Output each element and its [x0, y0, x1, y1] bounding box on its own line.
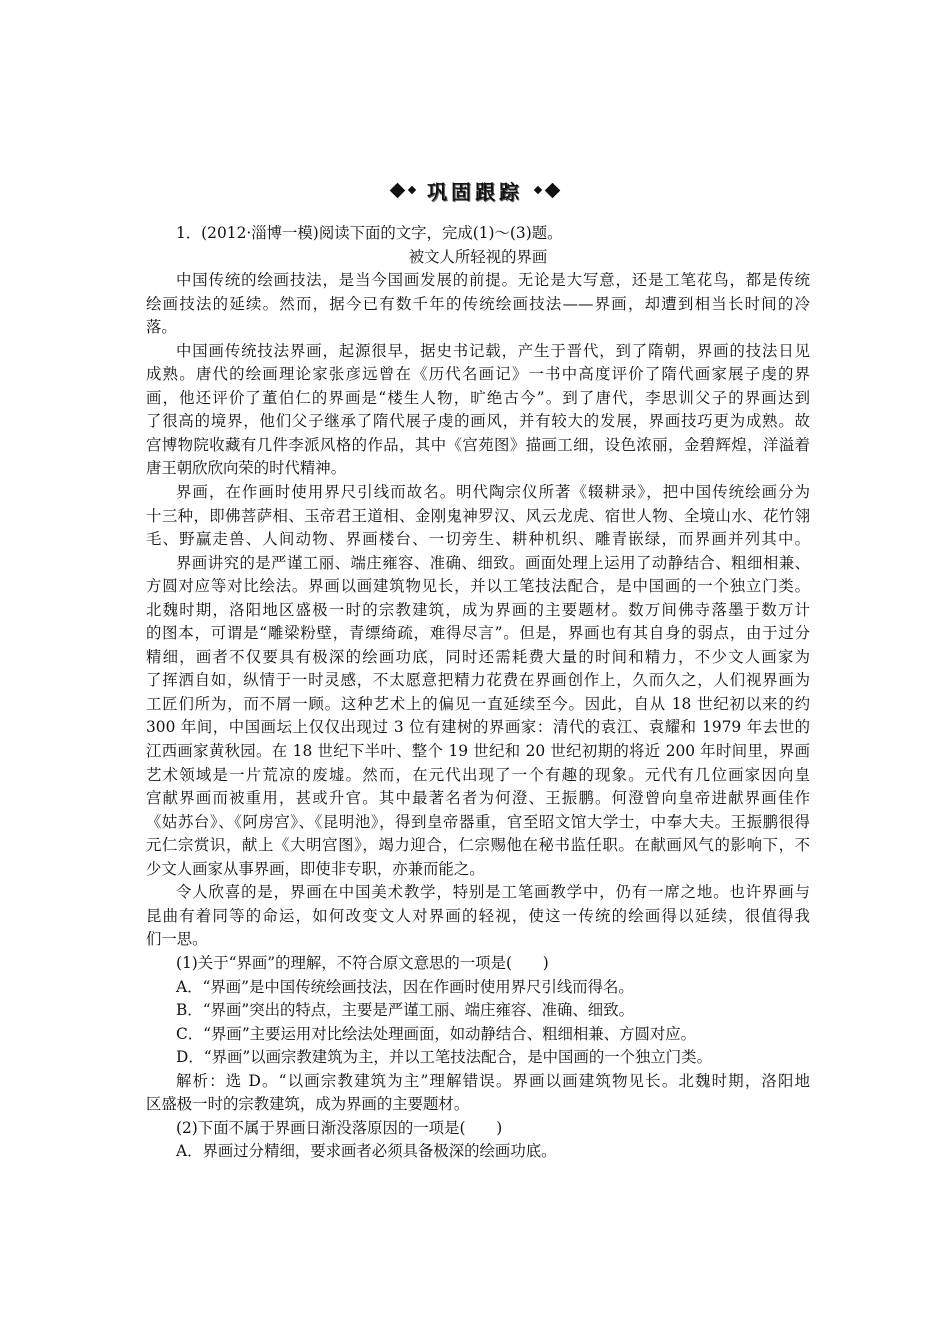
text-line: 方圆对应等对比绘法。界画以画建筑物见长，并以工笔技法配合，是中国画的一个独立门类。: [146, 577, 810, 596]
text-line: 工匠们所为，而不屑一顾。这种艺术上的偏见一直延续至今。因此，自从 18 世纪初以来的约: [146, 694, 810, 713]
text-line: 北魏时期，洛阳地区盛极一时的宗教建筑，成为界画的主要题材。数万间佛寺落墨于数万计: [146, 600, 810, 619]
text-line: 中国画传统技法界画，起源很早，据史书记载，产生于晋代，到了隋朝，界画的技法日见: [176, 341, 810, 360]
text-line: 们一思。: [146, 930, 208, 949]
text-line: 《姑苏台》、《阿房宫》、《昆明池》，得到皇帝器重，官至昭文馆大学士，中奉大夫。王振鹏很得: [146, 812, 810, 831]
text-line: 宫博物院收藏有几件李派风格的作品，其中《宫苑图》描画工细，设色浓丽，金碧辉煌，洋溢着: [146, 435, 810, 454]
diamond-ornament-icon: [390, 182, 406, 198]
text-line: 令人欣喜的是，界画在中国美术教学，特别是工笔画教学中，仍有一席之地。也许界画与: [176, 883, 810, 902]
text-line: 绘画技法的延续。然而，据今已有数千年的传统绘画技法——界画，却遭到相当长时间的冷: [146, 294, 810, 313]
text-line: 少文人画家从事界画，即使非专职，亦兼而能之。: [146, 859, 485, 878]
text-line: 的图本，可谓是“雕梁粉壁，青缥绮疏，难得尽言”。但是，界画也有其自身的弱点，由于过分: [146, 624, 810, 643]
text-line: A．“界画”是中国传统绘画技法，因在作画时使用界尺引线而得名。: [176, 977, 634, 996]
text-line: B．“界画”突出的特点，主要是严谨工丽、端庄雍容、准确、细致。: [176, 1001, 634, 1020]
text-line: 艺术领域是一片荒凉的废墟。然而，在元代出现了一个有趣的现象。元代有几位画家因向皇: [146, 765, 810, 784]
banner-title: 巩固跟踪: [427, 179, 523, 204]
text-line: 区盛极一时的宗教建筑，成为界画的主要题材。: [146, 1095, 470, 1114]
text-line: 1．(2012·淄博一模)阅读下面的文字，完成(1)～(3)题。: [176, 224, 563, 242]
text-line: (2)下面不属于界画日渐没落原因的一项是( ): [176, 1118, 503, 1137]
text-line: 精细，画者不仅要具有极深的绘画功底，同时还需耗费大量的时间和精力，不少文人画家为: [146, 647, 810, 666]
text-line: 元仁宗赏识，献上《大明宫图》，竭力迎合，仁宗赐他在秘书监任职。在献画风气的影响下，不: [146, 836, 810, 855]
text-line: D．“界画”以画宗教建筑为主，并以工笔技法配合，是中国画的一个独立门类。: [176, 1048, 712, 1067]
document-body: [146, 222, 810, 1164]
text-line: 唐王朝欣欣向荣的时代精神。: [146, 459, 347, 478]
text-line: 十三种，即佛菩萨相、玉帝君王道相、金刚鬼神罗汉、风云龙虎、宿世人物、全境山水、花竹翎: [146, 506, 810, 525]
text-line: 画，他还评价了董伯仁的界画是“楼生人物，旷绝古今”。到了唐代，李思训父子的界画达到: [146, 388, 810, 407]
diamond-ornament-icon: [545, 182, 561, 198]
text-line: 被文人所轻视的界画: [408, 247, 548, 266]
text-line: C．“界画”主要运用对比绘法处理画面，如动静结合、粗细相兼、方圆对应。: [176, 1024, 697, 1043]
small-diamond-ornament-icon: [534, 186, 542, 194]
text-line: A．界画过分精细，要求画者必须具备极深的绘画功底。: [176, 1142, 557, 1161]
text-line: 了很高的境界，他们父子继承了隋代展子虔的画风，并有较大的发展，界画技巧更为成熟。故: [146, 412, 810, 431]
text-line: 昆曲有着同等的命运，如何改变文人对界画的轻视，使这一传统的绘画得以延续，很值得我: [146, 906, 810, 925]
text-line: 成熟。唐代的绘画理论家张彦远曾在《历代名画记》一书中高度评价了隋代画家展子虔的界: [146, 365, 810, 384]
text-line: 界画讲究的是严谨工丽、端庄雍容、准确、细致。画面处理上运用了动静结合、粗细相兼、: [176, 553, 810, 572]
text-line: 了挥洒自如，纵情于一时灵感，不太愿意把精力花费在界画创作上，久而久之，人们视界画为: [146, 671, 810, 690]
text-line: 宫献界画而被重用，甚或升官。其中最著名者为何澄、王振鹏。何澄曾向皇帝进献界画佳作: [146, 789, 810, 808]
small-diamond-ornament-icon: [408, 186, 416, 194]
text-line: 界画，在作画时使用界尺引线而故名。明代陶宗仪所著《辍耕录》，把中国传统绘画分为: [176, 483, 810, 502]
text-line: (1)关于“界画”的理解，不符合原文意思的一项是( ): [176, 953, 549, 972]
text-line: 落。: [146, 318, 177, 337]
text-line: 毛、野赢走兽、人间动物、界画楼台、一切旁生、耕种机织、雕青嵌绿，而界画并列其中。: [146, 530, 810, 549]
text-line: 解析：选 D。“以画宗教建筑为主”理解错误。界画以画建筑物见长。北魏时期，洛阳地: [176, 1071, 810, 1090]
section-banner: [0, 176, 950, 204]
text-line: 江西画家黄秋园。在 18 世纪下半叶、整个 19 世纪和 20 世纪初期的将近 200 年时间里，界画: [146, 742, 810, 761]
text-line: 300 年间，中国画坛上仅仅出现过 3 位有建树的界画家：清代的袁江、袁耀和 1979 年去世的: [146, 718, 810, 737]
text-line: 中国传统的绘画技法，是当今国画发展的前提。无论是大写意，还是工笔花鸟，都是传统: [176, 271, 810, 290]
